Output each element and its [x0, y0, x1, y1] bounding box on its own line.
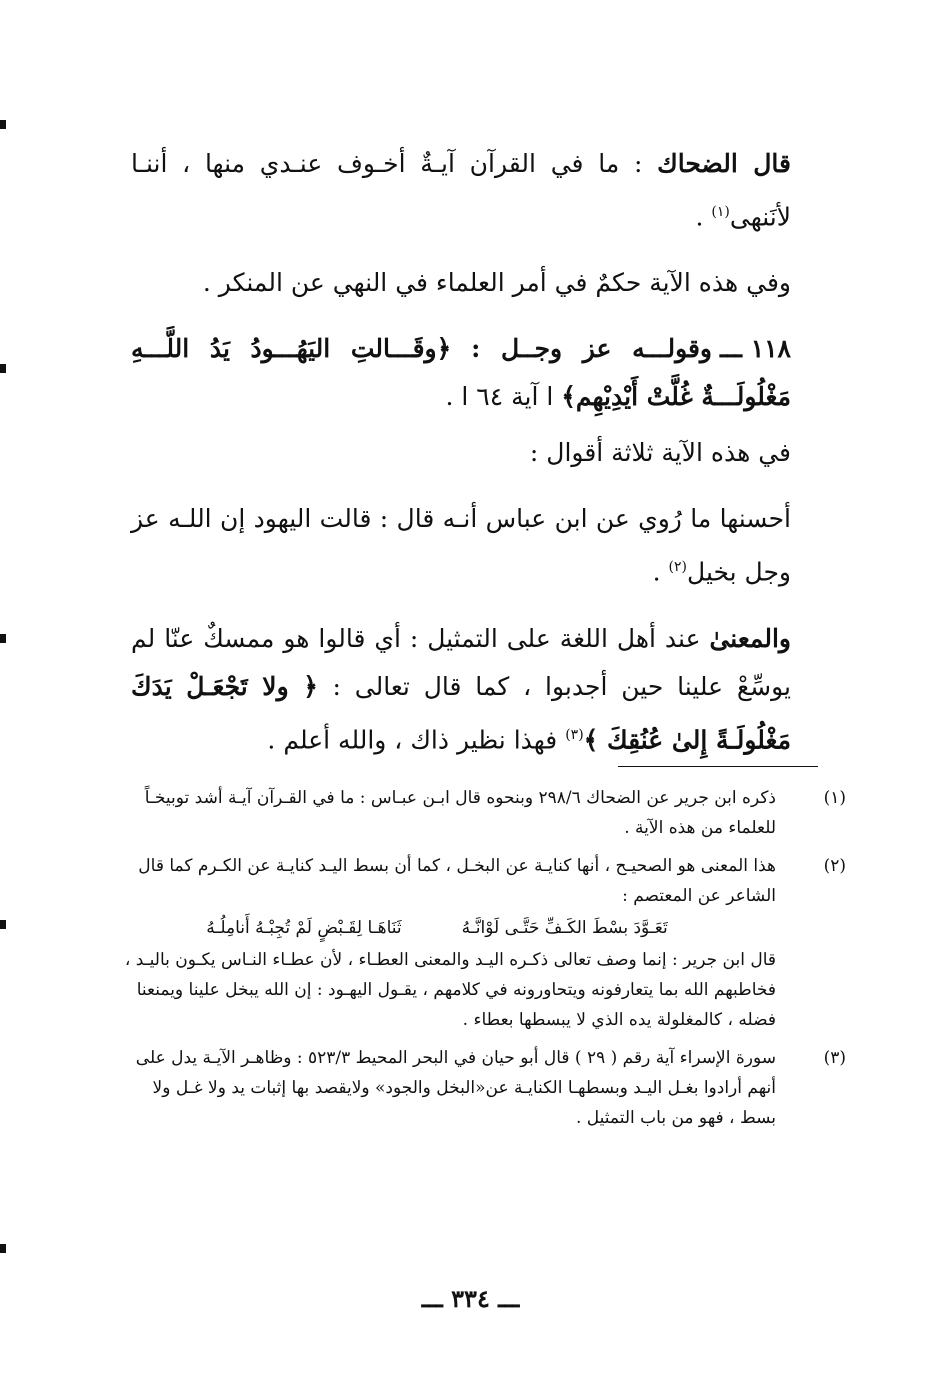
verse-reference: ا آية ٦٤ ا .	[445, 382, 562, 412]
main-text	[131, 140, 791, 782]
poetry-verse	[98, 911, 776, 945]
paragraph-text: عند أهل اللغة على التمثيل : أي قالوا هو ممسكٌ عنّا لم يوسِّعْ علينا حين أجدبوا ، كما قال تعالى :	[131, 623, 791, 701]
paragraph-meaning	[131, 615, 791, 764]
footnote-line: سورة الإسراء آية رقم ( ٢٩ ) قال أبو حيان في البحر المحيط ٥٢٣/٣ : وظاهـر الآيـة يدل على	[135, 1048, 776, 1068]
footnote-line: أنهم أرادوا بغـل اليـد وبسطهـا الكنايـة عن«البخل والجود» ولايقصد بها إثبات يد ولا غـل ولا	[152, 1078, 776, 1098]
footnote-number: (٣)	[823, 1048, 846, 1068]
footnote-line: هذا المعنى هو الصحيـح ، أنها كنايـة عن البخـل ، كما أن بسط اليـد كنايـة عن الكـرم كما قال	[138, 856, 776, 876]
paragraph-end: .	[652, 557, 669, 587]
paragraph-text: : ما في القرآن آيـةٌ أخـوف عنـدي منها ، أننـا لأنَنهى	[131, 149, 791, 232]
paragraph-ruling	[131, 259, 791, 307]
verse-hemistich-second: ثَنَاهَـا لِقَـبْضٍ لَمْ تُجِبْـهُ أَنامِلُـهُ	[206, 918, 402, 938]
scan-edge-mark	[0, 634, 6, 643]
paragraph-text: في هذه الآية ثلاثة أقوال :	[529, 438, 791, 468]
footnote-number: (٢)	[823, 856, 846, 876]
paragraph-text: أحسنها ما رُوي عن ابن عباس أنـه قال : قالت اليهود إن اللـه عز وجل بخيل	[131, 504, 791, 587]
footnote-ref: (٣)	[565, 726, 584, 743]
paragraph-end: .	[695, 202, 712, 232]
paragraph-ibn-abbas	[131, 495, 791, 596]
quran-quote: ﴿ ولا تَجْعَـلْ يَدَكَ مَغْلُولَـةً إِلىٰ عُنُقِكَ ﴾	[131, 671, 791, 754]
footnote-line: فخاطبهم الله بما يتعارفونه ويتحاورونه في كلامهم ، يقـول اليهـود : إن الله يبخل علينا ويمنعنا	[136, 980, 776, 1000]
scan-edge-mark	[0, 1244, 6, 1253]
paragraph-end: فهذا نظير ذاك ، والله أعلم .	[267, 724, 566, 754]
item-number: ١١٨ ـــ	[720, 334, 791, 364]
scan-edge-mark	[0, 920, 6, 929]
footnote-1	[98, 783, 846, 843]
footnote-2	[98, 851, 846, 1035]
footnote-number: (١)	[823, 788, 846, 808]
footnote-3	[98, 1043, 846, 1133]
footnote-ref: (١)	[711, 204, 730, 220]
scan-edge-mark	[0, 364, 6, 373]
footnote-line: بسط ، فهو من باب التمثيل .	[575, 1108, 776, 1128]
term-heading: والمعنىٰ	[709, 623, 791, 653]
speaker-name: قال الضحاك	[657, 149, 791, 178]
paragraph-three-views	[131, 429, 791, 477]
footnote-separator	[618, 766, 818, 767]
paragraph-dahhak	[131, 140, 791, 241]
page-number: ـــ ٣٣٤ ـــ	[421, 1284, 520, 1313]
footnote-line: ذكره ابن جرير عن الضحاك ٢٩٨/٦ وبنحوه قال ابـن عبـاس : ما في القـرآن آيـة أشد توبيخـاً	[144, 788, 776, 808]
footnote-line: فضله ، كالمغلولة يده الذي لا يبسطها بعطاء .	[462, 1010, 776, 1030]
quran-quote: ﴿وقَـــالتِ اليَهُـــودُ يَدُ اللَّـــهِ مَغْلُولَـــةٌ غُلَّتْ أَيْدِيْهِم﴾	[131, 334, 791, 412]
footnote-ref: (٢)	[668, 559, 688, 576]
verse-hemistich-first: تَعَـوَّدَ بسْطَ الكَـفِّ حَتَّـى لَوْانَّـهُ	[461, 918, 668, 938]
paragraph-text: وفي هذه الآية حكمٌ في أمر العلماء في النهي عن المنكر .	[202, 268, 791, 298]
scan-edge-mark	[0, 120, 6, 129]
item-118	[131, 325, 791, 421]
footnote-line: للعلماء من هذه الآية .	[624, 818, 776, 838]
footnote-line: الشاعر عن المعتصم :	[622, 886, 776, 906]
footnote-line: قال ابن جرير : إنما وصف تعالى ذكـره اليـد والمعنى العطـاء ، لأن عطـاء النـاس يكـون باليـد ،	[124, 950, 776, 970]
footnotes	[98, 783, 846, 1141]
item-heading: وقولـــه عز وجــل :	[471, 334, 713, 364]
